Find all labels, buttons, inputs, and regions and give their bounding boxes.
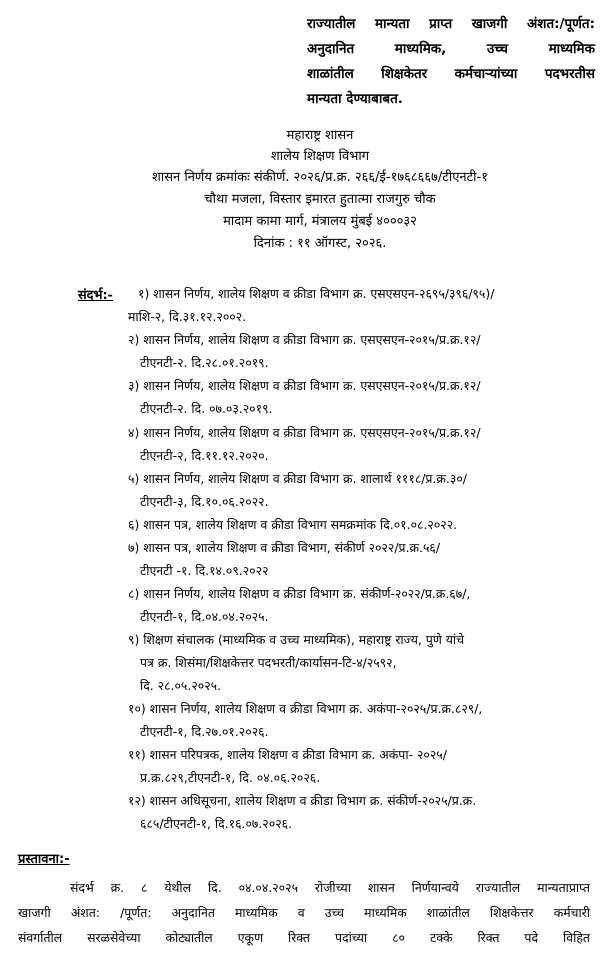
- subject-line: मान्यता देण्याबाबत.: [307, 91, 403, 107]
- preamble-line: संदर्भ क्र. ८ येथील दि. ०४.०४.२०२५ रोजीच्या शासन निर्णयान्वये राज्यातील मान्यताप्राप्त: [70, 880, 590, 895]
- reference-item: पत्र क्र. शिसंमा/शिक्षकेत्तर पदभरती/कार्यासन-टि-४/२५९२,: [140, 655, 397, 670]
- reference-item: ३) शासन निर्णय, शालेय शिक्षण व क्रीडा विभाग क्र. एसएसएन-२०१५/प्र.क्र.१२/: [128, 378, 481, 393]
- reference-item: टीएनटी-३, दि.१०.०६.२०२२.: [140, 494, 269, 509]
- reference-item: १) शासन निर्णय, शालेय शिक्षण व क्रीडा विभाग क्र. एसएसएन-२६९५/३९६/९५)/: [138, 286, 495, 301]
- reference-item: टीएनटी-२, दि.११.१२.२०२०.: [140, 448, 269, 463]
- reference-item: ११) शासन परिपत्रक, शालेय शिक्षण व क्रीडा विभाग क्र. अकंपा- २०२५/: [128, 747, 447, 762]
- reference-item: ७) शासन पत्र, शालेय शिक्षण व क्रीडा विभाग, संकीर्ण २०२२/प्र.क्र.५६/: [128, 540, 441, 555]
- reference-item: माशि-२, दि.३१.१२.२००२.: [128, 309, 247, 324]
- reference-item: दि. २८.०५.२०२५.: [140, 678, 222, 693]
- reference-item: १२) शासन अधिसूचना, शालेय शिक्षण व क्रीडा विभाग क्र. संकीर्ण-२०२५/प्र.क्र.: [128, 793, 477, 808]
- reference-item: २) शासन निर्णय, शालेय शिक्षण व क्रीडा विभाग क्र. एसएसएन-२०१५/प्र.क्र.१२/: [128, 332, 481, 347]
- reference-item: ६८५/टीएनटी-१, दि.१६.०७.२०२६.: [140, 816, 293, 831]
- references-label: संदर्भ:-: [78, 288, 113, 303]
- preamble-line: खाजगी अंशत: /पूर्णत: अनुदानित माध्यमिक व उच्च माध्यमिक शाळांतील शिक्षकेत्तर कर्मचारी: [18, 905, 590, 920]
- subject-line: शाळांतील शिक्षकेतर कर्मचाऱ्यांच्या पदभरतीस: [307, 66, 595, 82]
- preamble-line: संवर्गातील सरळसेवेच्या कोट्यातील एकूण रिक्त पदांच्या ८० टक्के रिक्त पदे विहित: [18, 930, 590, 945]
- reference-item: ४) शासन निर्णय, शालेय शिक्षण व क्रीडा विभाग क्र. एसएसएन-२०१५/प्र.क्र.१२/: [128, 425, 481, 440]
- reference-item: ५) शासन निर्णय, शालेय शिक्षण व क्रीडा विभाग क्र. शालार्थ १११८/प्र.क्र.३०/: [128, 471, 467, 486]
- reference-item: ९) शिक्षण संचालक (माध्यमिक व उच्च माध्यमिक), महाराष्ट्र राज्य, पुणे यांचे: [128, 632, 464, 647]
- subject-block: [307, 12, 595, 112]
- reference-item: ८) शासन निर्णय, शालेय शिक्षण व क्रीडा विभाग क्र. संकीर्ण-२०२२/प्र.क्र.६७/,: [128, 586, 471, 601]
- gr-date: दिनांक : ११ ऑगस्ट, २०२६.: [253, 236, 387, 251]
- reference-item: प्र.क्र.८२९,टीएनटी-१, दि. ०४.०६.२०२६.: [140, 770, 321, 785]
- gr-number: शासन निर्णय क्रमांकः संकीर्ण. २०२६/प्र.क्र. २६६/ई-१७६८६६७/टीएनटी-१: [152, 170, 488, 185]
- address-line-2: मादाम कामा मार्ग, मंत्रालय मुंबई ४०००३२: [223, 214, 417, 229]
- subject-line: अनुदानित माध्यमिक, उच्च माध्यमिक: [307, 41, 595, 57]
- reference-item: टीएनटी-२. दि. ०७.०३.२०१९.: [140, 401, 273, 416]
- reference-item: टीएनटी -१. दि.१४.०९.२०२२: [140, 563, 269, 578]
- govt-name: महाराष्ट्र शासन: [286, 128, 354, 143]
- reference-item: ६) शासन पत्र, शालेय शिक्षण व क्रीडा विभाग समक्रमांक दि.०१.०८.२०२२.: [128, 517, 458, 532]
- address-line-1: चौथा मजला, विस्तार इमारत हुतात्मा राजगुरु चौक: [204, 192, 436, 207]
- reference-item: टीएनटी-२. दि.२८.०१.२०१९.: [140, 355, 269, 370]
- department-name: शालेय शिक्षण विभाग: [270, 149, 370, 164]
- preamble-label: प्रस्तावना:-: [18, 852, 70, 867]
- reference-item: टीएनटी-१, दि.०४.०४.२०२५.: [140, 609, 269, 624]
- subject-line: राज्यातील मान्यता प्राप्त खाजगी अंशत:/पूर्णत:: [307, 16, 595, 32]
- reference-item: १०) शासन निर्णय, शालेय शिक्षण व क्रीडा विभाग क्र. अकंपा-२०२५/प्र.क्र.८२९/,: [128, 701, 483, 716]
- reference-item: टीएनटी-१, दि.२७.०१.२०२६.: [140, 724, 269, 739]
